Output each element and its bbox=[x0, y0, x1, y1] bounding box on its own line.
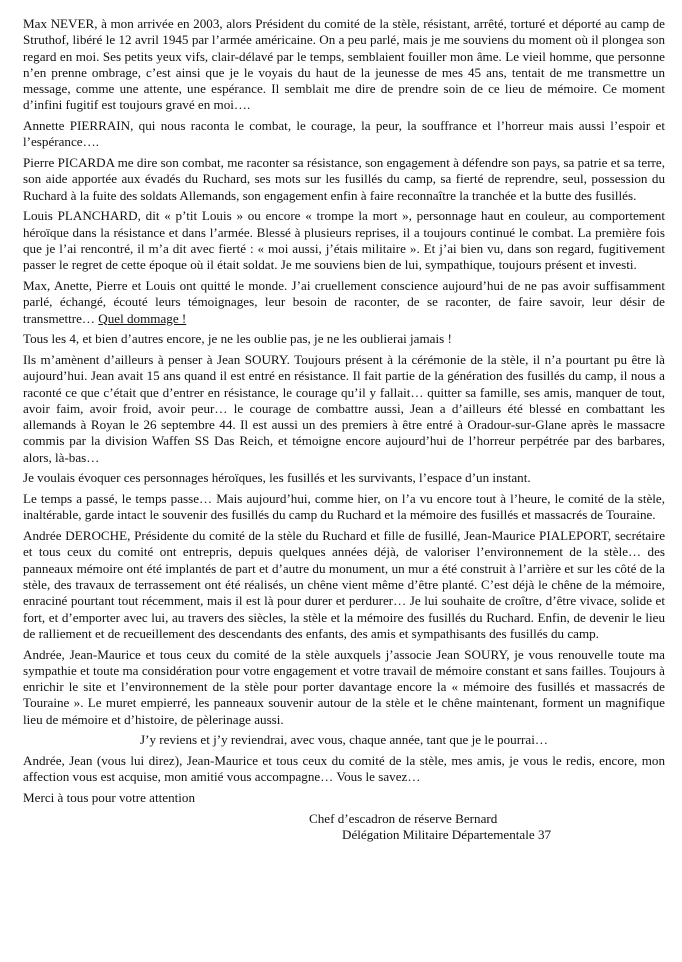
paragraph-annette-pierrain: Annette PIERRAIN, qui nous raconta le combat, le courage, la peur, la souffrance et l’horreur mais aussi l’espoir et l’espérance…. bbox=[23, 118, 665, 150]
signature-organization: Délégation Militaire Départementale 37 bbox=[342, 827, 552, 843]
paragraph-max-never: Max NEVER, à mon arrivée en 2003, alors Président du comité de la stèle, résistant, arrêté, torturé et déporté au camp de Struthof, libéré le 12 avril 1945 par l’armée américaine. On a peu parlé, mais je me souviens du moment où il plongea son regard en moi. Ses petits yeux vifs, clair-délavé par le temps, semblaient fouiller mon âme. Le vieil homme, que personne n’en prenne ombrage, c’est ainsi que je le voyais du haut de la jeunesse de mes 45 ans, tentait de me transmettre un message, comme une attente, une espérance. Il semblait me dire de prendre soin de ce lieu de mémoire. Ce moment d’infini fugitif est toujours gravé en moi…. bbox=[23, 16, 665, 113]
paragraph-quitte-le-monde-text: Max, Anette, Pierre et Louis ont quitté le monde. J’ai cruellement conscience aujourd’hui de ne pas avoir suffisamment parlé, échangé, écouté leurs témoignages, leur besoin de raconter, de se raconter, de faire savoir, leur désir de transmettre… bbox=[23, 278, 665, 326]
paragraph-quitte-le-monde bbox=[23, 278, 665, 327]
signature-name: Chef d’escadron de réserve Bernard bbox=[309, 810, 498, 826]
paragraph-andree-deroche: Andrée DEROCHE, Présidente du comité de la stèle du Ruchard et fille de fusillé, Jean-Maurice PIALEPORT, secrétaire et tous ceux du comité ont entrepris, depuis quelques années déjà, de valoriser l’environnement de la stèle… des panneaux mémoire ont été implantés de part et d’autre du monument, un mur a été construit à l’arrière et sur les côté de la stèle, des travaux de terrassement ont été réalisés, un chêne vient même d’être planté. C’est déjà le chêne de la mémoire, enraciné pourtant tout récemment, mais il est là pour durer et perdurer… Je lui souhaite de croître, d’être vivace, solide et fort, et d’emporter avec lui, au travers des siècles, la stèle et la mémoire des fusillés du Ruchard. Enfin, de devenir le lieu de ralliement et de recueillement des descendants des enfants, des amis et sympathisants des fusillés du camp. bbox=[23, 528, 665, 641]
paragraph-louis-planchard: Louis PLANCHARD, dit « p’tit Louis » ou encore « trompe la mort », personnage haut en couleur, au comportement héroïque dans la résistance et dans l’armée. Blessé à plusieurs reprises, il a toujours continué le combat. La première fois que je l’ai rencontré, il m’a dit avec fierté : « moi aussi, j’étais militaire ». Et j’ai bien vu, dans son regard, fugitivement passer le regret de cette époque où il était soldat. Je me souviens bien de lui, sympathique, toujours présent et investi. bbox=[23, 208, 665, 273]
thanks-line: Merci à tous pour votre attention bbox=[23, 790, 195, 806]
paragraph-jean-soury: Ils m’amènent d’ailleurs à penser à Jean SOURY. Toujours présent à la cérémonie de la stèle, il n’a pourtant pu être là aujourd’hui. Jean avait 15 ans quand il est entré en résistance. Il fait partie de la génération des fusillés du camp, il nous a raconté ce que c’était que d’entrer en résistance, le courage qu’il y fallait… quitter sa famille, ses amis, manquer de tout, avoir faim, avoir froid, avoir peur… le courage de combattre aussi, Jean a d’ailleurs été blessé en combattant les allemands à Royan le 26 septembre 44. Il est aussi un des premiers à être entré à Oradour-sur-Glane après le massacre commis par la division Waffen SS Das Reich, et témoigne encore aujourd’hui de l’horreur perpétrée par des barbares, alors, là-bas… bbox=[23, 351, 665, 465]
closing-paragraph: Andrée, Jean (vous lui direz), Jean-Maurice et tous ceux du comité de la stèle, mes amis, je vous le redis, encore, mon affection vous est acquise, mon amitié vous accompagne… Vous le savez… bbox=[23, 753, 665, 785]
paragraph-andree-jean-maurice: Andrée, Jean-Maurice et tous ceux du comité de la stèle auxquels j’associe Jean SOURY, je vous renouvelle toute ma sympathie et toute ma considération pour votre engagement et votre travail de mémoire constant et sans failles. Toujours à enrichir le site et l’environnement de la stèle pour porter davantage encore la « mémoire des fusillés et massacrés de Touraine ». Le muret empierré, les panneaux souvenir autour de la stèle et le chêne maintenant, forment un magnifique lieu de mémoire et d’histoire, de pèlerinage aussi. bbox=[23, 646, 665, 727]
quel-dommage-underlined: Quel dommage ! bbox=[98, 310, 187, 326]
paragraph-tous-les-4: Tous les 4, et bien d’autres encore, je ne les oublie pas, je ne les oublierai jamais ! bbox=[23, 331, 452, 347]
paragraph-le-temps-a-passe: Le temps a passé, le temps passe… Mais aujourd’hui, comme hier, on l’a vu encore tout à l’heure, le comité de la stèle, inaltérable, garde intact le souvenir des fusillés du camp du Ruchard et la mémoire des fusillés et massacrés de Touraine. bbox=[23, 491, 665, 523]
paragraph-pierre-picarda: Pierre PICARDA me dire son combat, me raconter sa résistance, son engagement à défendre son pays, sa patrie et sa terre, son aide apportée aux évadés du Ruchard, ses mots sur les fusillés du camp, sa fierté de reprendre, seul, possession du Ruchard à la fuite des soldats Allemands, son engagement enfin à faire reconnaître la tranchée et la butte des fusillés. bbox=[23, 155, 665, 203]
centered-line: J’y reviens et j’y reviendrai, avec vous, chaque année, tant que je le pourrai… bbox=[140, 732, 548, 748]
paragraph-evoquer: Je voulais évoquer ces personnages héroïques, les fusillés et les survivants, l’espace d’un instant. bbox=[23, 470, 531, 486]
